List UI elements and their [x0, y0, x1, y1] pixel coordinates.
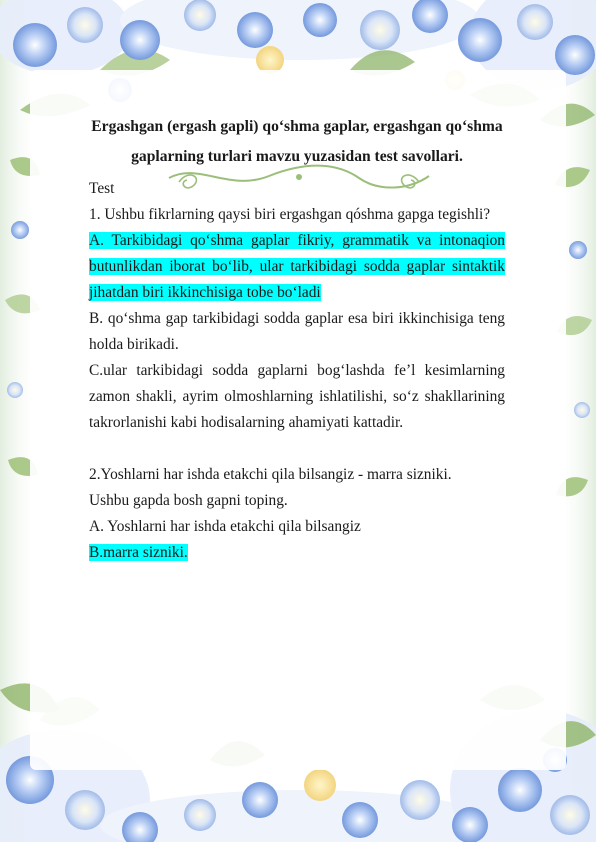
question-1-option-a	[89, 228, 505, 306]
question-2-line-1: 2.Yoshlarni har ishda etakchi qila bilsangiz - marra sizniki.	[89, 466, 452, 483]
document-title: Ergashgan (ergash gapli) qo‘shma gaplar, ergashgan qo‘shma gaplarning turlari mavzu yuzasidan test savollari.	[89, 112, 505, 172]
question-2-line-2: Ushbu gapda bosh gapni toping.	[89, 492, 288, 509]
question-2-option-b	[89, 540, 505, 566]
question-2-option-a: A. Yoshlarni har ishda etakchi qila bilsangiz	[89, 518, 361, 535]
question-1-option-b: B. qo‘shma gap tarkibidagi sodda gaplar esa biri ikkinchisiga teng holda birikadi.	[89, 310, 505, 353]
question-1: 1. Ushbu fikrlarning qaysi biri ergashgan qóshma gapga tegishli?	[89, 206, 491, 223]
highlighted-answer: A. Tarkibidagi qo‘shma gaplar fikriy, grammatik va intonaqion butunlikdan iborat bo‘lib, ular tarkibidagi sodda gaplar sintaktik jihatdan biri ikkinchisiga tobe bo‘ladi	[89, 232, 505, 301]
title-scroll-ornament	[159, 160, 439, 194]
highlighted-answer: B.marra sizniki.	[89, 544, 188, 561]
document-body	[89, 112, 505, 566]
section-label: Test	[89, 180, 115, 197]
question-1-option-c: C.ular tarkibidagi sodda gaplarni bog‘lashda fe’l kesimlarning zamon shakli, ayrim olmoshlarning ishlatilishi, so‘z shakllarining takrorlanishi kabi hodisalarning ahamiyati kattadir.	[89, 362, 505, 431]
spacer	[89, 436, 505, 462]
